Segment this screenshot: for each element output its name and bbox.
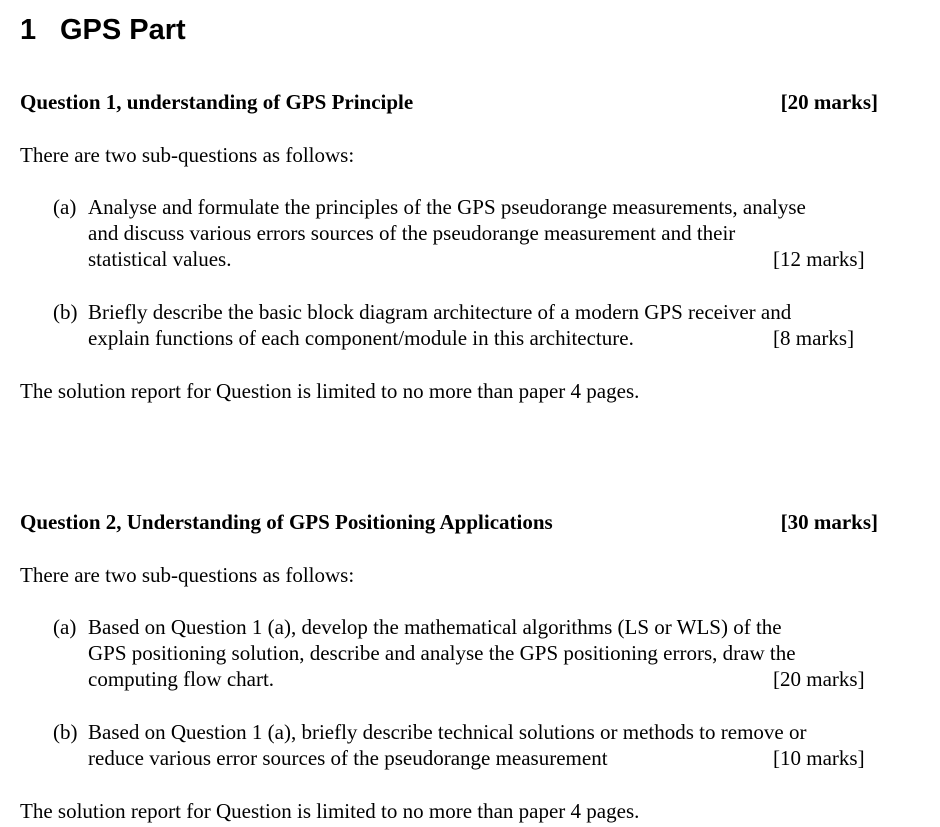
sub-marks: [10 marks] — [773, 746, 865, 770]
sub-text-line: GPS positioning solution, describe and analyse the GPS positioning errors, draw the — [88, 641, 796, 665]
question-2-footer: The solution report for Question is limited to no more than paper 4 pages. — [20, 799, 640, 823]
sub-text-line: Briefly describe the basic block diagram architecture of a modern GPS receiver and — [88, 300, 792, 324]
question-2-heading — [20, 509, 878, 535]
section-number: 1 — [20, 14, 37, 46]
sub-text-line: Based on Question 1 (a), briefly describe technical solutions or methods to remove or — [88, 720, 807, 744]
question-1-marks: [20 marks] — [780, 90, 878, 114]
sub-text-line: and discuss various errors sources of the pseudorange measurement and their — [88, 221, 736, 245]
sub-label: (b) — [53, 720, 78, 744]
sub-text-line: Based on Question 1 (a), develop the mathematical algorithms (LS or WLS) of the — [88, 615, 782, 639]
sub-label: (a) — [53, 615, 77, 639]
section-title: GPS Part — [60, 14, 186, 46]
sub-text-line: statistical values. — [88, 247, 232, 271]
sub-label: (a) — [53, 195, 77, 219]
question-2-intro: There are two sub-questions as follows: — [20, 563, 355, 587]
question-1-intro: There are two sub-questions as follows: — [20, 143, 355, 167]
section-heading — [20, 12, 186, 48]
sub-marks: [12 marks] — [773, 247, 865, 271]
sub-label: (b) — [53, 300, 78, 324]
sub-text-line: Analyse and formulate the principles of the GPS pseudorange measurements, analyse — [88, 195, 806, 219]
sub-marks: [20 marks] — [773, 667, 865, 691]
sub-text-line: computing flow chart. — [88, 667, 275, 691]
question-1-footer: The solution report for Question is limited to no more than paper 4 pages. — [20, 379, 640, 403]
question-2-title: Question 2, Understanding of GPS Positioning Applications — [20, 510, 553, 534]
sub-marks: [8 marks] — [773, 326, 855, 350]
question-1-title: Question 1, understanding of GPS Principle — [20, 90, 414, 114]
question-1-heading — [20, 89, 878, 115]
question-2-marks: [30 marks] — [780, 510, 878, 534]
sub-text-line: reduce various error sources of the pseudorange measurement — [88, 746, 608, 770]
sub-text-line: explain functions of each component/module in this architecture. — [88, 326, 634, 350]
